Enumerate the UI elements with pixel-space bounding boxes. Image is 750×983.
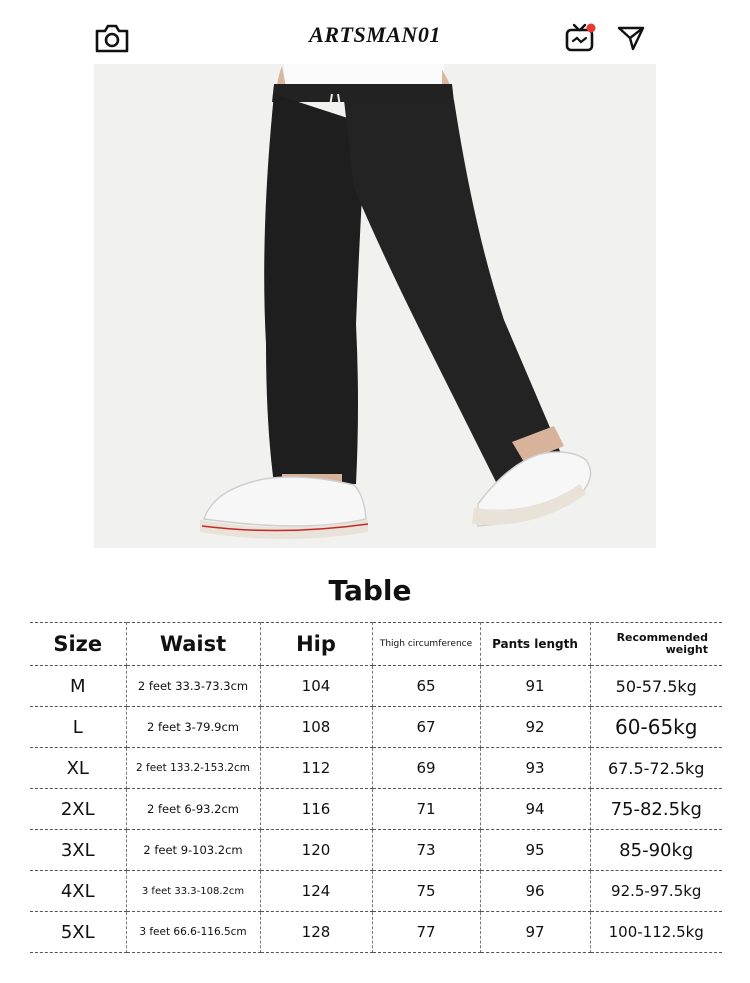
cell-size: 4XL — [30, 871, 126, 912]
cell-hip: 112 — [260, 748, 372, 789]
table-row — [30, 789, 722, 830]
header-weight-line2: weight — [665, 643, 708, 656]
product-photo — [94, 64, 656, 548]
cell-weight: 60-65kg — [590, 707, 722, 748]
cell-weight: 85-90kg — [590, 830, 722, 871]
cell-size: XL — [30, 748, 126, 789]
cell-hip: 124 — [260, 871, 372, 912]
cell-waist: 2 feet 9-103.2cm — [126, 830, 260, 871]
header-weight-line1: Recommended — [616, 631, 708, 644]
header-weight — [590, 623, 722, 666]
notification-dot — [587, 24, 596, 33]
cell-size: L — [30, 707, 126, 748]
cell-length: 95 — [480, 830, 590, 871]
cell-weight: 50-57.5kg — [590, 666, 722, 707]
cell-hip: 108 — [260, 707, 372, 748]
table-header-row — [30, 623, 722, 666]
cell-length: 94 — [480, 789, 590, 830]
cell-weight: 75-82.5kg — [590, 789, 722, 830]
cell-thigh: 67 — [372, 707, 480, 748]
table-row — [30, 748, 722, 789]
table-row — [30, 871, 722, 912]
cell-thigh: 77 — [372, 912, 480, 953]
cell-hip: 120 — [260, 830, 372, 871]
send-icon[interactable] — [616, 24, 646, 52]
cell-thigh: 69 — [372, 748, 480, 789]
cell-thigh: 65 — [372, 666, 480, 707]
cell-thigh: 71 — [372, 789, 480, 830]
cell-length: 97 — [480, 912, 590, 953]
table-row — [30, 707, 722, 748]
brand-title: ARTSMAN01 — [309, 22, 441, 47]
cell-waist: 2 feet 133.2-153.2cm — [126, 748, 260, 789]
table-title: Table — [328, 574, 412, 607]
header-hip: Hip — [260, 623, 372, 666]
cell-waist: 3 feet 33.3-108.2cm — [126, 871, 260, 912]
cell-size: 2XL — [30, 789, 126, 830]
cell-length: 91 — [480, 666, 590, 707]
cell-thigh: 73 — [372, 830, 480, 871]
cell-hip: 104 — [260, 666, 372, 707]
cell-length: 93 — [480, 748, 590, 789]
header-size: Size — [30, 623, 126, 666]
cell-waist: 2 feet 6-93.2cm — [126, 789, 260, 830]
header-length: Pants length — [480, 623, 590, 666]
cell-size: 3XL — [30, 830, 126, 871]
tv-icon[interactable] — [564, 22, 598, 54]
cell-length: 92 — [480, 707, 590, 748]
cell-waist: 2 feet 3-79.9cm — [126, 707, 260, 748]
cell-weight: 67.5-72.5kg — [590, 748, 722, 789]
header-waist: Waist — [126, 623, 260, 666]
header-thigh: Thigh circumference — [372, 623, 480, 666]
cell-size: M — [30, 666, 126, 707]
cell-length: 96 — [480, 871, 590, 912]
cell-thigh: 75 — [372, 871, 480, 912]
cell-size: 5XL — [30, 912, 126, 953]
size-table — [30, 622, 722, 953]
cell-weight: 100-112.5kg — [590, 912, 722, 953]
table-row — [30, 912, 722, 953]
cell-hip: 128 — [260, 912, 372, 953]
cell-waist: 3 feet 66.6-116.5cm — [126, 912, 260, 953]
cell-weight: 92.5-97.5kg — [590, 871, 722, 912]
table-row — [30, 666, 722, 707]
cell-waist: 2 feet 33.3-73.3cm — [126, 666, 260, 707]
cell-hip: 116 — [260, 789, 372, 830]
table-row — [30, 830, 722, 871]
top-bar — [0, 0, 750, 72]
